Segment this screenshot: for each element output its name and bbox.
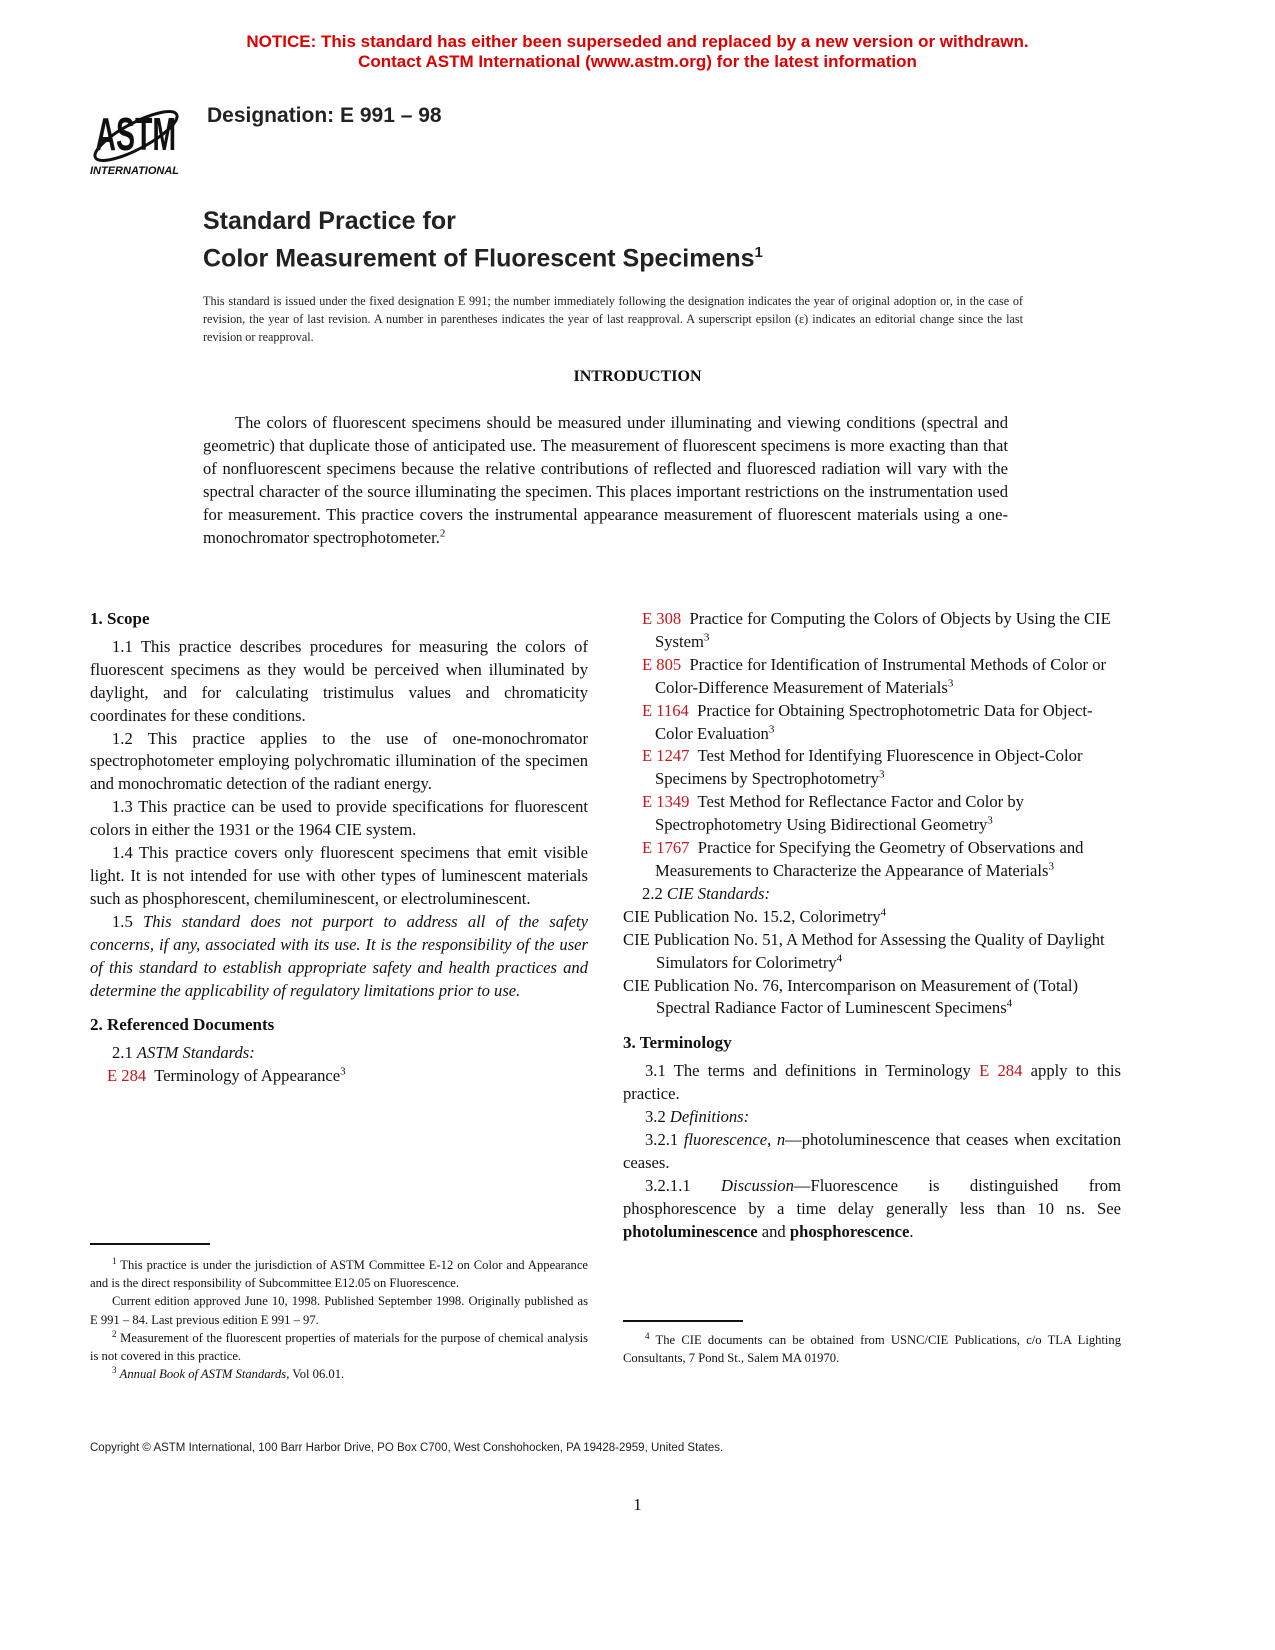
- para-1-4: 1.4 This practice covers only fluorescent specimens that emit visible light. It is not intended for use with other types of luminescent materials such as phosphorescent, chemiluminescent, or electroluminescent.: [90, 843, 588, 908]
- title-footnote-mark[interactable]: 1: [754, 244, 763, 261]
- footnote-3: $^3$ Annual Book of ASTM Standards, Vol 06.01.: [112, 1365, 345, 1382]
- para-3-2-1-1: 3.2.1.1 Discussion—Fluorescence is distinguished from phosphorescence by a time delay generally less than 10 ns. See photoluminescence and phosphorescence.: [623, 1175, 1122, 1241]
- footnote-1: $^1$ This practice is under the jurisdiction of ASTM Committee E-12 on Color and Appearance and is the direct responsibility of Subcommittee E12.05 on Fluorescence.: [90, 1255, 589, 1291]
- ref-link-e284[interactable]: E 284: [107, 1066, 147, 1086]
- cie-item-76: CIE Publication No. 76, Intercomparison on Measurement of (Total) Spectral Radiance Factor of Luminescent Specimens$^4$: [623, 975, 1079, 1018]
- document-title: [203, 206, 763, 274]
- footnote-1-edition: Current edition approved June 10, 1998. Published September 1998. Originally published as E 991 – 84. Last previous edition E 991 – 97.: [90, 1294, 588, 1327]
- left-column: [90, 608, 588, 1088]
- ref-item-e805: E 805 Practice for Identification of Instrumental Methods of Color or Color-Difference Measurement of Materials$^3$: [642, 654, 1107, 697]
- notice-line-1: NOTICE: This standard has either been superseded and replaced by a new version or withdrawn.: [246, 32, 1029, 51]
- footnote-4: $^4$ The CIE documents can be obtained from USNC/CIE Publications, c/o TLA Lighting Consultants, 7 Pond St., Salem MA 01970.: [623, 1330, 1122, 1366]
- footnotes-right: [623, 1331, 1121, 1367]
- para-3-1: 3.1 The terms and definitions in Terminology E 284 apply to this practice.: [623, 1061, 1121, 1104]
- svg-text:ASTM: ASTM: [95, 109, 177, 161]
- astm-logo: [88, 88, 198, 180]
- ref-link-e308[interactable]: E 308: [642, 609, 682, 628]
- para-3-2-1: 3.2.1 fluorescence, n—photoluminescence that ceases when excitation ceases.: [623, 1129, 1121, 1172]
- footnote-divider-right: [623, 1320, 743, 1322]
- section-heading-referenced-documents: 2. Referenced Documents: [90, 1015, 275, 1035]
- right-column: [623, 608, 1121, 1243]
- ref-link-e284-terminology[interactable]: E 284: [979, 1061, 1023, 1081]
- para-1-3: 1.3 This practice can be used to provide specifications for fluorescent colors in either the 1931 or the 1964 CIE system.: [90, 797, 588, 840]
- astm-standards-label: 2.1 ASTM Standards:: [112, 1043, 255, 1063]
- para-3-2: 3.2 Definitions:: [645, 1107, 750, 1127]
- ref-link-e805[interactable]: E 805: [642, 654, 682, 674]
- section-heading-scope: 1. Scope: [90, 609, 150, 628]
- introduction-text: The colors of fluorescent specimens should be measured under illuminating and viewing conditions (spectral and geometric) that duplicate those of anticipated use. The measurement of fluorescent specimens is more exacting than that of nonfluorescent specimens because the relative contributions of reflected and fluoresced radiation will vary with the spectral character of the source illuminating the specimen. This places important restrictions on the instrumentation used for measurement. This practice covers the instrumental appearance measurement of fluorescent materials using a one-monochromator spectrophotometer.$^2$: [203, 413, 1008, 547]
- footnotes-left: [90, 1256, 588, 1383]
- copyright-notice: Copyright © ASTM International, 100 Barr Harbor Drive, PO Box C700, West Conshohocken, PA 19428-2959, United States.: [90, 1442, 724, 1454]
- cie-item-51: CIE Publication No. 51, A Method for Assessing the Quality of Daylight Simulators for Colorimetry$^4$: [623, 929, 1105, 972]
- footnote-divider-left: [90, 1243, 210, 1245]
- para-1-1: 1.1 This practice describes procedures for measuring the colors of fluorescent specimens as they would be perceived when illuminated by daylight, and for calculating tristimulus values and chromaticity coordinates for these conditions.: [90, 636, 588, 725]
- astm-logo-icon: [88, 88, 198, 180]
- page-number: 1: [633, 1495, 642, 1514]
- cie-item-15-2: CIE Publication No. 15.2, Colorimetry$^4$: [623, 906, 887, 926]
- ref-item-e1247: E 1247 Test Method for Identifying Fluorescence in Object-Color Specimens by Spectrophotometry$^3$: [642, 746, 1083, 789]
- footnote-2: $^2$ Measurement of the fluorescent properties of materials for the purpose of chemical analysis is not covered in this practice.: [90, 1328, 588, 1364]
- cie-standards-label: 2.2 CIE Standards:: [642, 883, 770, 903]
- ref-item-e1767: E 1767 Practice for Specifying the Geometry of Observations and Measurements to Characterize the Appearance of Materials$^3$: [642, 838, 1084, 880]
- title-line-1: Standard Practice for: [203, 207, 456, 235]
- ref-item-e284: E 284 Terminology of Appearance$^3$: [107, 1065, 346, 1086]
- ref-item-e1164: E 1164 Practice for Obtaining Spectrophotometric Data for Object-Color Evaluation$^3$: [642, 700, 1093, 743]
- title-line-2: Color Measurement of Fluorescent Specimens$^1$: [203, 244, 763, 273]
- ref-link-e1247[interactable]: E 1247: [642, 746, 690, 766]
- ref-item-e1349: E 1349 Test Method for Reflectance Factor and Color by Spectrophotometry Using Bidirectional Geometry$^3$: [642, 792, 1024, 835]
- issued-note: This standard is issued under the fixed designation E 991; the number immediately following the designation indicates the year of original adoption or, in the case of revision, the year of last revision. A number in parentheses indicates the year of last reapproval. A superscript epsilon (ε) indicates an editorial change since the last revision or reapproval.: [203, 294, 1023, 344]
- ref-link-e1767[interactable]: E 1767: [642, 838, 690, 858]
- para-1-2: 1.2 This practice applies to the use of one-monochromator spectrophotometer employing polychromatic illumination of the specimen and monochromatic detection of the radiant energy.: [90, 728, 588, 794]
- section-heading-terminology: 3. Terminology: [623, 1033, 732, 1053]
- ref-link-e1164[interactable]: E 1164: [642, 700, 689, 720]
- ref-link-e1349[interactable]: E 1349: [642, 792, 690, 812]
- logo-subtext: INTERNATIONAL: [90, 165, 180, 177]
- notice-line-2: Contact ASTM International (www.astm.org) for the latest information: [358, 52, 917, 71]
- para-1-5: 1.5 This standard does not purport to address all of the safety concerns, if any, associated with its use. It is the responsibility of the user of this standard to establish appropriate safety and health practices and determine the applicability of regulatory limitations prior to use.: [90, 911, 588, 1000]
- designation: Designation: E 991 – 98: [207, 104, 442, 127]
- ref-item-e308: E 308 Practice for Computing the Colors of Objects by Using the CIE System$^3$: [642, 609, 1111, 651]
- introduction-heading: INTRODUCTION: [573, 368, 702, 385]
- intro-footnote-mark[interactable]: 2: [439, 527, 446, 540]
- supersede-notice: [0, 32, 1275, 72]
